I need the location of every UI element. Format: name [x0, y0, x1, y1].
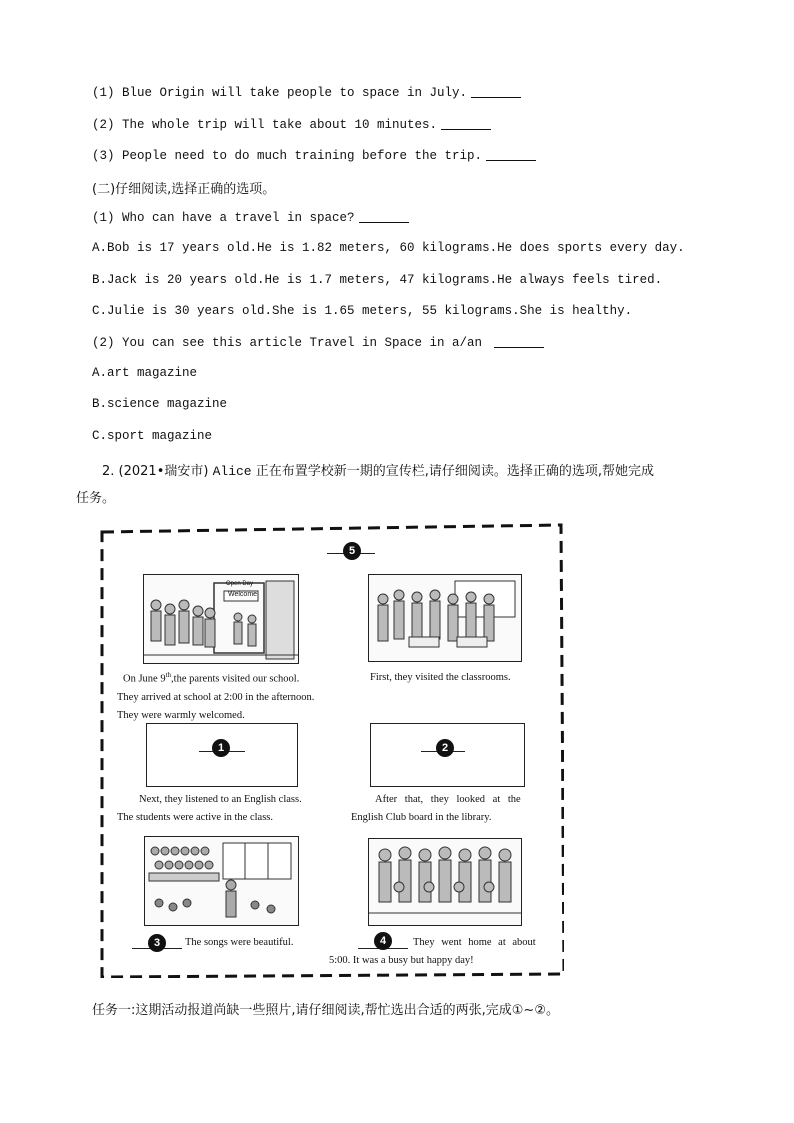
caption-english-class: Next, they listened to an English class. The students were active in the class.: [117, 794, 302, 823]
option-b: B.Jack is 20 years old.He is 1.7 meters, 47 kilograms.He always feels tired.: [92, 273, 663, 287]
true-false-item-2: (2) The whole trip will take about 10 minutes.: [92, 117, 491, 132]
option-c: C.sport magazine: [92, 429, 213, 443]
blank-number-2: 2: [436, 739, 454, 757]
photo-group: [368, 838, 522, 926]
answer-blank[interactable]: [494, 335, 544, 348]
answer-blank[interactable]: [441, 117, 491, 130]
option-a: A.art magazine: [92, 366, 198, 380]
caption-classrooms: First, they visited the classrooms.: [370, 672, 511, 683]
blank-number-1: 1: [212, 739, 230, 757]
bulletin-board: [99, 522, 564, 978]
section-header: (二)仔细阅读,选择正确的选项。: [92, 182, 276, 197]
caption-songs: The songs were beautiful.: [185, 937, 294, 948]
photo-classroom-visit: [368, 574, 522, 662]
caption-parents-visit: On June 9th,the parents visited our school. They arrived at school at 2:00 in the afternoon. They were warmly welcomed.: [117, 671, 315, 721]
option-a: A.Bob is 17 years old.He is 1.82 meters, 60 kilograms.He does sports every day.: [92, 241, 685, 255]
option-b: B.science magazine: [92, 397, 228, 411]
photo-singing: [144, 836, 299, 926]
photo-open-day-welcome: [143, 574, 299, 664]
true-false-item-3: (3) People need to do much training before the trip.: [92, 148, 536, 163]
answer-blank[interactable]: [486, 148, 536, 161]
mc-question-2: (2) You can see this article Travel in Space in a/an: [92, 335, 544, 350]
caption-english-club: After that, they looked at the English Club board in the library.: [351, 794, 521, 823]
task-1-instruction: 任务一:这期活动报道尚缺一些照片,请仔细阅读,帮忙选出合适的两张,完成①~②。: [92, 1003, 559, 1018]
question-2-prompt: 2. (2021•瑞安市) Alice 正在布置学校新一期的宣传栏,请仔细阅读。选择正确的选项,帮她完成 任务。: [76, 464, 655, 506]
answer-blank[interactable]: [359, 210, 409, 223]
blank-number-4: 4: [374, 932, 392, 950]
caption-went-home: They went home at about 5:00. It was a busy but happy day!: [329, 937, 536, 966]
blank-number-3: 3: [148, 934, 166, 952]
sign-welcome: Welcome: [228, 591, 258, 598]
true-false-item-1: (1) Blue Origin will take people to space in July.: [92, 85, 521, 100]
answer-blank[interactable]: [471, 85, 521, 98]
option-c: C.Julie is 30 years old.She is 1.65 meters, 55 kilograms.She is healthy.: [92, 304, 633, 318]
mc-question-1: (1) Who can have a travel in space?: [92, 210, 409, 225]
blank-number-5: 5: [343, 542, 361, 560]
sign-open-day: Open Day: [226, 581, 254, 587]
